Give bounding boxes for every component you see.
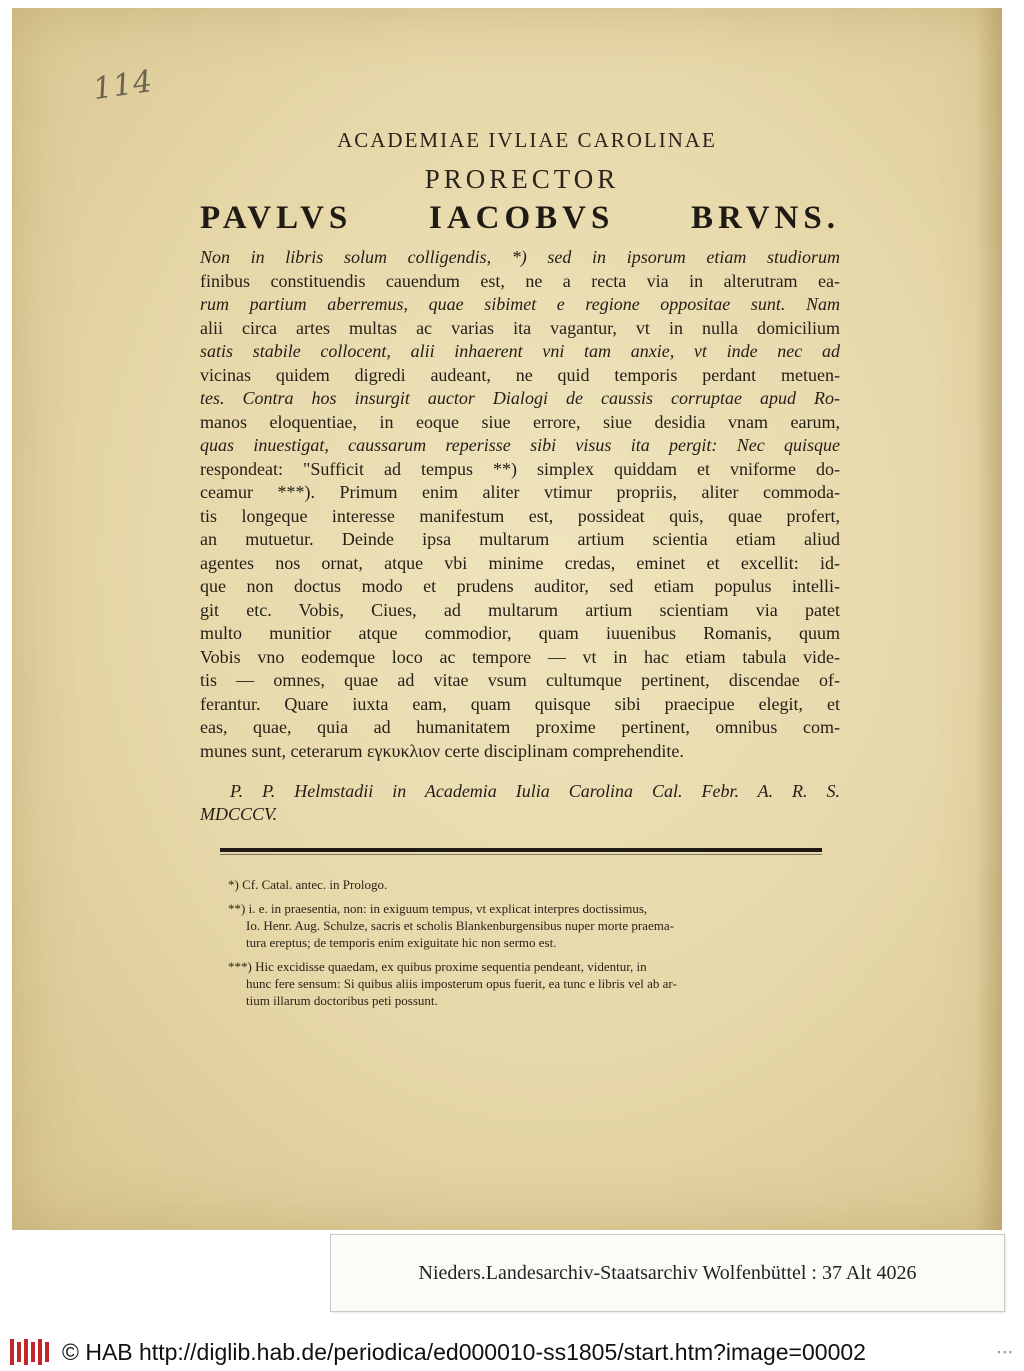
text-line: tis — omnes, quae ad vitae vsum cultumque pertinent, discendae of- xyxy=(200,670,840,690)
text-line: ceamur ***). Primum enim aliter vtimur propriis, aliter commoda- xyxy=(200,482,840,502)
text-line: agentes nos ornat, atque vbi minime credas, eminet et excellit: id- xyxy=(200,552,840,573)
signature-line-1: P. P. Helmstadii in Academia Iulia Carolina Cal. Febr. A. R. S. xyxy=(230,781,840,801)
footer-url[interactable]: © HAB http://diglib.hab.de/periodica/ed000010-ss1805/start.htm?image=00002 xyxy=(62,1338,866,1365)
signature-line-2: MDCCCV. xyxy=(200,804,278,824)
text-line: eas, quae, quia ad humanitatem proxime pertinent, omnibus com- xyxy=(200,717,840,737)
text-line: tes. Contra hos insurgit auctor Dialogi de caussis corruptae apud Ro- xyxy=(200,388,840,408)
text-line: git etc. Vobis, Ciues, ad multarum artium scientiam via patet xyxy=(200,599,840,620)
name-word-1: PAVLVS xyxy=(200,200,353,236)
text-line: alii circa artes multas ac varias ita vagantur, vt in nulla domicilium xyxy=(200,317,840,338)
text-line: satis stabile collocent, alii inhaerent vni tam anxie, vt inde nec ad xyxy=(200,341,840,361)
text-line: tis longeque interesse manifestum est, possideat quis, quae profert, xyxy=(200,505,840,526)
text-line: munes sunt, ceterarum εγκυκλιον certe disciplinam comprehendite. xyxy=(200,740,684,761)
signature-block xyxy=(200,780,840,826)
name-word-3: BRVNS. xyxy=(691,200,840,236)
footnote xyxy=(228,900,824,951)
heading-prorector: PRORECTOR xyxy=(424,164,620,194)
hab-logo-icon xyxy=(10,1337,52,1367)
separator-rule xyxy=(220,848,822,852)
text-line: an mutuetur. Deinde ipsa multarum artium scientia etiam aliud xyxy=(200,529,840,549)
footnote-line: hunc fere sensum: Si quibus aliis imposterum opus fuerit, ea tunc e libris vel ab ar- xyxy=(246,976,677,991)
footnote xyxy=(228,958,824,1009)
text-line: vicinas quidem digredi audeant, ne quid temporis perdant metuen- xyxy=(200,364,840,385)
archive-label: Nieders.Landesarchiv-Staatsarchiv Wolfenbüttel : 37 Alt 4026 xyxy=(330,1234,1005,1312)
footnote-line: *) Cf. Catal. antec. in Prologo. xyxy=(228,877,388,892)
footnote-line: **) i. e. in praesentia, non: in exiguum tempus, vt explicat interpres doctissimus, xyxy=(228,901,648,916)
footnote-line: tura ereptus; de temporis enim exiguitate hic non sermo est. xyxy=(246,935,557,950)
text-line: Non in libris solum colligendis, *) sed in ipsorum etiam studiorum xyxy=(200,247,840,267)
heading-name xyxy=(200,200,840,237)
text-line: finibus constituendis cauendum est, ne a recta via in alterutram ea- xyxy=(200,270,840,291)
text-line: rum partium aberremus, quae sibimet e regione oppositae sunt. Nam xyxy=(200,294,840,314)
footer-bar xyxy=(0,1333,1024,1371)
text-line: respondeat: "Sufficit ad tempus **) simplex quiddam et vniforme do- xyxy=(200,458,840,479)
heading-academy: ACADEMIAE IVLIAE CAROLINAE xyxy=(337,128,717,152)
text-line: que non doctus modo et prudens auditor, sed etiam populus intelli- xyxy=(200,576,840,596)
handwritten-shelfmark: 114 xyxy=(90,63,156,108)
footnote-line: ***) Hic excidisse quaedam, ex quibus proxime sequentia pendeant, videntur, in xyxy=(228,959,647,974)
footnote-line: Io. Henr. Aug. Schulze, sacris et scholis Blankenburgensibus nuper morte praema- xyxy=(246,918,674,933)
footnote-line: tium illarum doctoribus peti possunt. xyxy=(246,993,438,1008)
footer-marks: ▪ ▪ ▪ xyxy=(997,1347,1012,1357)
text-line: manos eloquentiae, in eoque siue errore, siue desidia vnam earum, xyxy=(200,411,840,432)
text-line: Vobis vno eodemque loco ac tempore — vt in hac etiam tabula vide- xyxy=(200,646,840,667)
text-line: multo munitior atque commodior, quam iuuenibus Romanis, quum xyxy=(200,623,840,643)
footnote xyxy=(228,876,824,893)
footnotes xyxy=(228,876,824,1016)
text-line: ferantur. Quare iuxta eam, quam quisque sibi praecipue elegit, et xyxy=(200,693,840,714)
main-text xyxy=(200,246,840,763)
text-line: quas inuestigat, caussarum reperisse sibi visus ita pergit: Nec quisque xyxy=(200,435,840,455)
name-word-2: IACOBVS xyxy=(428,200,615,236)
